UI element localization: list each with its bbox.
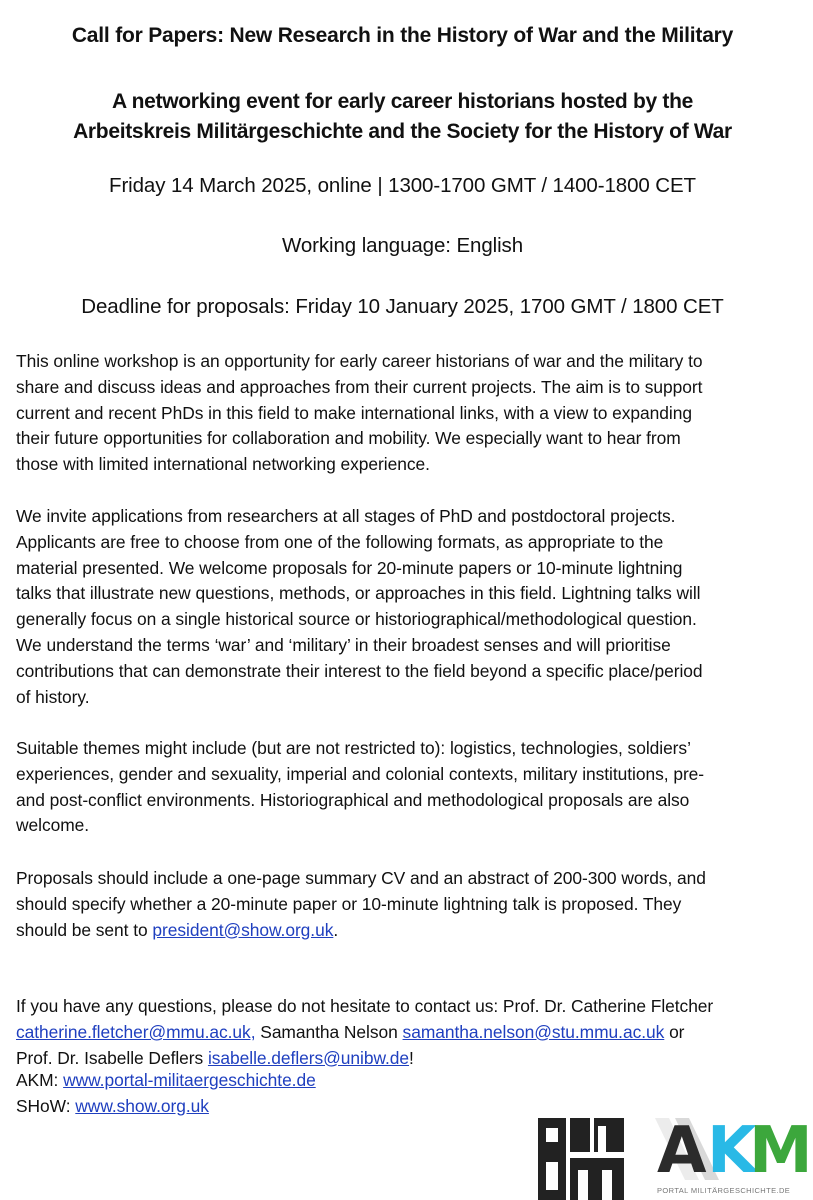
text-line: This online workshop is an opportunity for early career historians of war and the military to (16, 351, 703, 371)
paragraph-applications (16, 504, 811, 710)
president-email-link[interactable]: president@show.org.uk (152, 919, 334, 940)
subtitle-line-2: Arbeitskreis Militärgeschichte and the Society for the History of War (73, 120, 732, 143)
akm-letter-a: A (657, 1114, 707, 1188)
paragraph-intro (16, 349, 811, 478)
akm-logo (655, 1114, 813, 1200)
text-line (16, 918, 811, 944)
text-line: If you have any questions, please do not hesitate to contact us: Prof. Dr. Catherine Fletcher (16, 996, 714, 1016)
text-line: talks that illustrate new questions, methods, or approaches in this field. Lightning talks will (16, 583, 701, 604)
akm-label: AKM: (16, 1070, 64, 1090)
text-fragment: should be sent to (16, 919, 153, 940)
text-line: those with limited international networking experience. (16, 454, 430, 475)
page-title: Call for Papers: New Research in the History of War and the Military (71, 24, 734, 47)
text-line: current and recent PhDs in this field to make international links, with a view to expanding (16, 402, 692, 423)
text-line: experiences, gender and sexuality, imperial and colonial contexts, military institutions, pre- (16, 763, 705, 784)
text-line: of history. (16, 686, 90, 707)
text-fragment: Prof. Dr. Isabelle Deflers (16, 1047, 208, 1068)
text-line: Proposals should include a one-page summary CV and an abstract of 200-300 words, and (16, 868, 706, 888)
text-line: and post-conflict environments. Historiographical and methodological proposals are also (16, 789, 690, 810)
text-fragment: or (664, 1021, 685, 1042)
fletcher-email-link[interactable]: catherine.fletcher@mmu.ac.uk, (16, 1021, 256, 1042)
akm-logo-caption: PORTAL MILITÄRGESCHICHTE.DE (657, 1186, 791, 1195)
paragraph-websites (16, 1068, 811, 1120)
text-line: share and discuss ideas and approaches from their current projects. The aim is to support (16, 376, 703, 397)
text-line: contributions that can demonstrate their interest to the field beyond a specific place/period (16, 660, 703, 681)
text-fragment: Samantha Nelson (255, 1021, 403, 1042)
text-line: We understand the terms ‘war’ and ‘military’ in their broadest senses and will prioritise (16, 634, 671, 655)
text-line: welcome. (16, 815, 90, 836)
text-fragment: ! (409, 1047, 414, 1068)
working-language: Working language: English (282, 234, 523, 257)
text-line: material presented. We welcome proposals for 20-minute papers or 10-minute lightning (16, 557, 683, 578)
paragraph-themes (16, 736, 811, 839)
proposal-deadline: Deadline for proposals: Friday 10 January 2025, 1700 GMT / 1800 CET (81, 295, 724, 318)
paragraph-contacts (16, 994, 811, 1071)
akm-letter-k: K (707, 1114, 757, 1188)
text-line (16, 1068, 811, 1094)
akm-website-link[interactable]: www.portal-militaergeschichte.de (63, 1070, 316, 1090)
text-line: Applicants are free to choose from one of the following formats, as appropriate to the (16, 531, 664, 552)
show-logo (534, 1118, 630, 1200)
text-line: Suitable themes might include (but are not restricted to): logistics, technologies, soldiers’ (16, 738, 691, 758)
text-line: should specify whether a 20-minute paper or 10-minute lightning talk is proposed. They (16, 893, 682, 914)
nelson-email-link[interactable]: samantha.nelson@stu.mmu.ac.uk (402, 1021, 665, 1042)
text-fragment: . (333, 919, 339, 940)
deflers-email-link[interactable]: isabelle.deflers@unibw.de (207, 1047, 410, 1068)
text-line: their future opportunities for collaboration and mobility. We especially want to hear from (16, 428, 681, 449)
paragraph-proposals (16, 866, 811, 943)
subtitle-line-1: A networking event for early career historians hosted by the (111, 90, 694, 113)
text-line: We invite applications from researchers at all stages of PhD and postdoctoral projects. (16, 506, 676, 526)
akm-letter-m: M (749, 1114, 813, 1188)
show-website-link[interactable]: www.show.org.uk (75, 1095, 209, 1116)
text-line: generally focus on a single historical source or historiographical/methodological question. (16, 609, 697, 630)
show-label: SHoW: (16, 1095, 76, 1116)
event-date: Friday 14 March 2025, online | 1300-1700 GMT / 1400-1800 CET (109, 174, 696, 197)
text-line (16, 1020, 811, 1046)
